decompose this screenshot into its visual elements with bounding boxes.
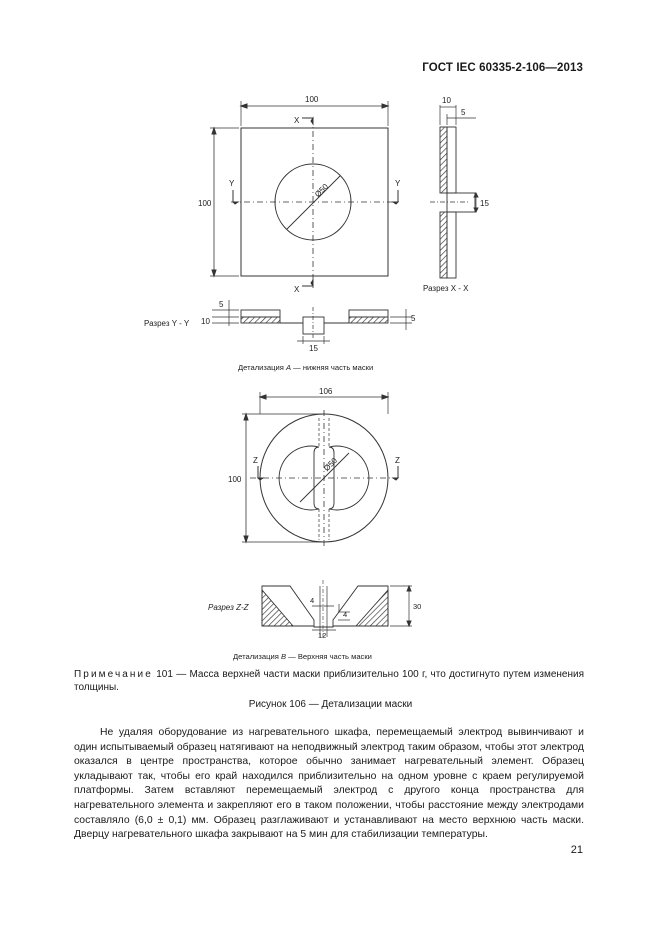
yy-dim-5-right: 5 (411, 314, 416, 323)
section-mark-z-left: Z (253, 456, 258, 465)
caption-b (233, 652, 372, 661)
document-header: ГОСТ IEC 60335-2-106—2013 (422, 62, 583, 74)
section-zz-label: Разрез Z-Z (208, 603, 249, 612)
section-mark-y-left: Y (229, 179, 235, 188)
figure-note (74, 668, 584, 694)
side-dim-10: 10 (442, 96, 451, 105)
caption-a (238, 363, 373, 372)
caption-a-rest: — нижняя часть маски (293, 363, 374, 372)
figure-a-section-xx (430, 105, 478, 278)
figure-a-section-yy (212, 300, 412, 344)
dim-width-b: 106 (319, 387, 333, 396)
yy-dim-10: 10 (201, 317, 210, 326)
section-mark-z-right: Z (395, 456, 400, 465)
note-text: 101 — Масса верхней части маски приблизительно 100 г, что достигнуто путем изменения толщины. (74, 669, 584, 693)
dim-diameter-a: Ø50 (313, 182, 331, 200)
section-mark-y-right: Y (395, 179, 401, 188)
zz-dim-30: 30 (413, 602, 422, 611)
caption-b-prefix: Детализация (233, 652, 279, 661)
side-dim-15: 15 (480, 199, 489, 208)
section-mark-x-top: X (294, 116, 300, 125)
figure-b-section-zz (262, 580, 412, 640)
figure-a-top-view (210, 101, 398, 288)
dim-diameter-b: Ø50 (322, 456, 340, 474)
caption-b-letter: B (280, 652, 287, 661)
zz-dim-4-top: 4 (310, 596, 315, 605)
caption-b-rest: — Верхняя часть маски (288, 652, 372, 661)
yy-dim-15: 15 (309, 344, 318, 353)
body-paragraph: Не удаляя оборудование из нагревательного шкафа, перемещаемый электрод вывинчивают и один испытываемый образец натягивают на неподвижный электрод таким образом, чтобы этот электрод оказался в центре пространства, которое обычно занимает нагревательный элемент. Образец укладывают так, чтобы его край находился приблизительно на одном уровне с краем регулируемой платформы. Затем вставляют перемещаемый электрод с другого конца пространства для нагревательного элемента и закрепляют его в таком положении, чтобы расстояние между электродами составляло (6,0 ± 0,1) мм. Образец разглаживают и устанавливают на место верхнюю часть маски. Дверцу нагревательного шкафа закрывают на 5 мин для стабилизации температуры. (74, 727, 584, 841)
section-yy-label: Разрез Y - Y (144, 319, 190, 328)
side-dim-5: 5 (461, 108, 466, 117)
zz-dim-4-right: 4 (343, 610, 348, 619)
dim-height-a: 100 (198, 199, 212, 208)
dim-height-b: 100 (228, 475, 242, 484)
dim-width-a: 100 (305, 95, 319, 104)
caption-a-prefix: Детализация (238, 363, 284, 372)
section-xx-label: Разрез X - X (423, 284, 469, 293)
note-label: Примечание (74, 669, 153, 680)
section-mark-x-bottom: X (294, 285, 300, 294)
figure-b-top-view (242, 392, 398, 548)
figure-title: Рисунок 106 — Детализации маски (248, 699, 413, 710)
page-number: 21 (570, 844, 583, 856)
caption-a-letter: A (285, 363, 292, 372)
yy-dim-5-top: 5 (219, 300, 224, 309)
zz-dim-12: 12 (318, 631, 327, 640)
